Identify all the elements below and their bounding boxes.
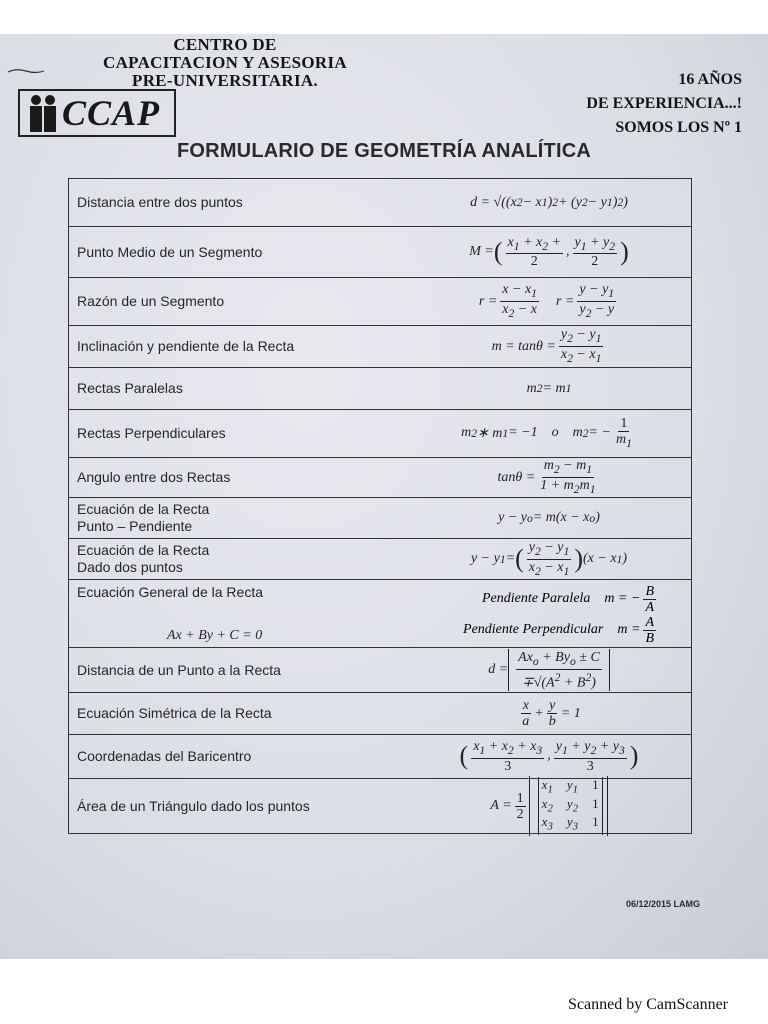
institution-line-1: CENTRO DE [173, 35, 277, 54]
perpendicular-slope: Pendiente Perpendicular m = $\frac{A}{B}$ [463, 614, 654, 646]
row-label: Punto Medio de un Segmento [77, 243, 263, 260]
ratio-formula: r = $\frac{x - x_1}{x_2 - x}$ r = $\frac{y - y_1}{y_2 - y}$ [478, 282, 615, 320]
experience-badge [586, 68, 742, 140]
row-label: Coordenadas del Baricentro [77, 748, 252, 764]
experience-text: DE EXPERIENCIA...! [586, 95, 742, 112]
table-row [69, 693, 691, 735]
row-label [69, 542, 407, 576]
formula-table [68, 178, 692, 834]
general-slopes [407, 584, 691, 644]
triangle-area-formula: A = $\frac{1}{2}$ $x_1$ $y_1$ 1 $x_2$ $y_2$ 1 $x_3$ $y_3$ 1 [407, 776, 691, 836]
distance-formula: d = √((x 2 − x 1 ) 2 + (y 2 − y 1 ) 2 ) [470, 194, 628, 210]
table-row [69, 410, 691, 458]
row-label-line-2: Dado dos puntos [77, 559, 183, 575]
row-label: Inclinación y pendiente de la Recta [77, 338, 295, 354]
perpendicular-slope-label: Pendiente Perpendicular [463, 622, 604, 637]
row-label-line-1: Ecuación de la Recta [77, 542, 210, 558]
table-row [69, 498, 691, 539]
angle-formula: tanθ = $\frac{m_2 - m_1}{1 + m_2m_1}$ [497, 458, 596, 496]
pen-mark [6, 68, 46, 74]
row-label-line-1: Ecuación de la Recta [77, 501, 210, 517]
table-row [69, 539, 691, 580]
parallel-slope-label: Pendiente Paralela [481, 591, 591, 606]
row-label [69, 501, 407, 535]
row-label-text: Ecuación General de la Recta [77, 583, 263, 600]
page-title: FORMULARIO DE GEOMETRÍA ANALÍTICA [177, 140, 591, 162]
table-row [69, 648, 691, 693]
table-row [69, 368, 691, 410]
perpendicular-formula: m 2 ∗ m 1 = −1 o m 2 = − $\frac{1}{m_1}$ [461, 416, 632, 450]
row-label [69, 584, 407, 644]
midpoint-formula: M = ( $\frac{x_1 + x_2 +}{2}$ , $\frac{y_1 + y_2}{2}$ ) [469, 234, 629, 270]
table-row [69, 278, 691, 326]
table-row [69, 580, 691, 648]
people-icon [26, 93, 60, 133]
row-label: Área de un Triángulo dado los puntos [77, 797, 310, 814]
institution-name [55, 36, 395, 90]
symmetric-formula: $\frac{x}{a}$ + $\frac{y}{b}$ = 1 [522, 698, 581, 729]
general-equation: Ax + By + C = 0 [167, 627, 263, 643]
parallel-slope: Pendiente Paralela m = − $\frac{B}{A}$ [481, 583, 654, 615]
slope-formula: m = tanθ = $\frac{y_2 - y_1}{x_2 - x_1}$ [491, 327, 602, 365]
ccap-logo [18, 89, 176, 137]
ranking-text: SOMOS LOS Nº 1 [615, 119, 742, 136]
parallel-formula: m 2 = m 1 [526, 380, 572, 396]
row-label: Rectas Paralelas [77, 380, 183, 396]
row-label: Distancia de un Punto a la Recta [77, 661, 281, 678]
table-row [69, 458, 691, 498]
table-row [69, 227, 691, 278]
two-point-formula: y − y 1 = ( $\frac{y_2 - y_1}{x_2 - x_1}$ ) (x − x 1 ) [470, 539, 628, 578]
centroid-formula: ( $\frac{x_1 + x_2 + x_3}{3}$ , $\frac{y_1 + y_2 + y_3}{3}$ ) [459, 739, 639, 774]
table-row [69, 326, 691, 368]
row-label: Distancia entre dos puntos [77, 194, 243, 210]
row-label: Ecuación Simétrica de la Recta [77, 705, 272, 721]
table-row [69, 179, 691, 227]
footer-date: 06/12/2015 LAMG [625, 899, 700, 909]
scanner-watermark: Scanned by CamScanner [568, 996, 728, 1013]
table-row [69, 735, 691, 779]
row-label-line-2: Punto – Pendiente [77, 518, 193, 534]
years-text: 16 AÑOS [678, 71, 742, 88]
row-label: Razón de un Segmento [77, 293, 225, 309]
table-row [69, 779, 691, 833]
row-label: Rectas Perpendiculares [77, 425, 226, 441]
logo-text: CCAP [62, 93, 161, 133]
point-slope-formula: y − y o = m(x − x o ) [498, 510, 600, 525]
row-label: Angulo entre dos Rectas [77, 469, 231, 485]
institution-line-3: PRE-UNIVERSITARIA. [132, 71, 318, 90]
point-line-distance-formula: d = $\frac{Ax_o + By_o \pm C}{\mp√(A^2 + B^2)}$ [407, 649, 691, 691]
institution-line-2: CAPACITACION Y ASESORIA [103, 53, 347, 72]
